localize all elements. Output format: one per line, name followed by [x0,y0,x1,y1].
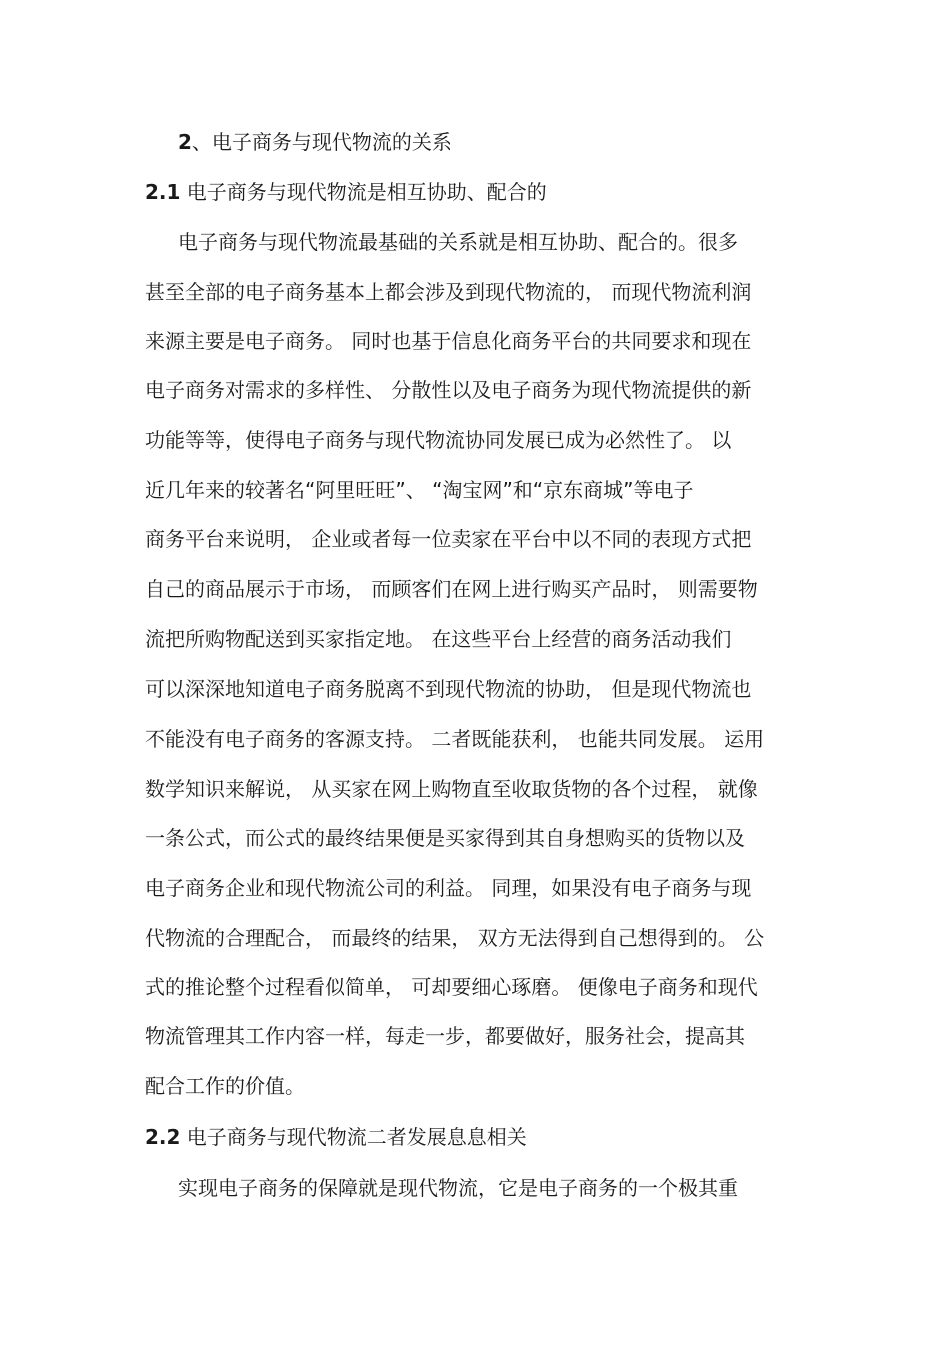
section-2-2-number: 2.2 [145,1125,181,1149]
paragraph-1-line: 商务平台来说明， 企业或者每一位卖家在平台中以不同的表现方式把 [145,527,752,551]
paragraph-1-line: 一条公式，而公式的最终结果便是买家得到其自身想购买的货物以及 [145,826,745,850]
paragraph-1-line: 来源主要是电子商务。 同时也基于信息化商务平台的共同要求和现在 [145,329,752,353]
paragraph-1-line: 电子商务与现代物流最基础的关系就是相互协助、配合的。很多 [178,230,738,254]
paragraph-1-line: 近几年来的较著名“阿里旺旺”、 “淘宝网”和“京东商城”等电子 [145,478,694,502]
section-2-1-number: 2.1 [145,180,181,204]
paragraph-1-line: 电子商务对需求的多样性、 分散性以及电子商务为现代物流提供的新 [145,378,752,402]
paragraph-1-line: 数学知识来解说， 从买家在网上购物直至收取货物的各个过程， 就像 [145,777,758,801]
paragraph-1-line: 配合工作的价值。 [145,1074,305,1098]
paragraph-1-line: 物流管理其工作内容一样，每走一步，都要做好，服务社会，提高其 [145,1024,745,1048]
section-heading-2-1 [145,178,547,206]
section-2-1-title: 电子商务与现代物流是相互协助、配合的 [180,180,547,204]
paragraph-1-line: 式的推论整个过程看似简单， 可却要细心琢磨。 便像电子商务和现代 [145,975,758,999]
main-heading-number: 2 [178,130,192,154]
section-2-2-title: 电子商务与现代物流二者发展息息相关 [180,1125,527,1149]
paragraph-1-line: 流把所购物配送到买家指定地。 在这些平台上经营的商务活动我们 [145,627,732,651]
main-heading-text: 、电子商务与现代物流的关系 [191,130,452,154]
paragraph-2-line: 实现电子商务的保障就是现代物流，它是电子商务的一个极其重 [178,1176,738,1200]
paragraph-1-line: 可以深深地知道电子商务脱离不到现代物流的协助， 但是现代物流也 [145,677,752,701]
paragraph-1-line: 功能等等，使得电子商务与现代物流协同发展已成为必然性了。 以 [145,428,732,452]
paragraph-1-line: 甚至全部的电子商务基本上都会涉及到现代物流的， 而现代物流利润 [145,280,752,304]
section-heading-2-2 [145,1123,527,1151]
paragraph-1-line: 自己的商品展示于市场， 而顾客们在网上进行购买产品时， 则需要物 [145,577,758,601]
main-heading [178,128,452,156]
paragraph-1-line: 不能没有电子商务的客源支持。 二者既能获利， 也能共同发展。 运用 [145,727,765,751]
paragraph-1-line: 电子商务企业和现代物流公司的利益。 同理，如果没有电子商务与现 [145,876,752,900]
paragraph-1-line: 代物流的合理配合， 而最终的结果， 双方无法得到自己想得到的。 公 [145,926,765,950]
